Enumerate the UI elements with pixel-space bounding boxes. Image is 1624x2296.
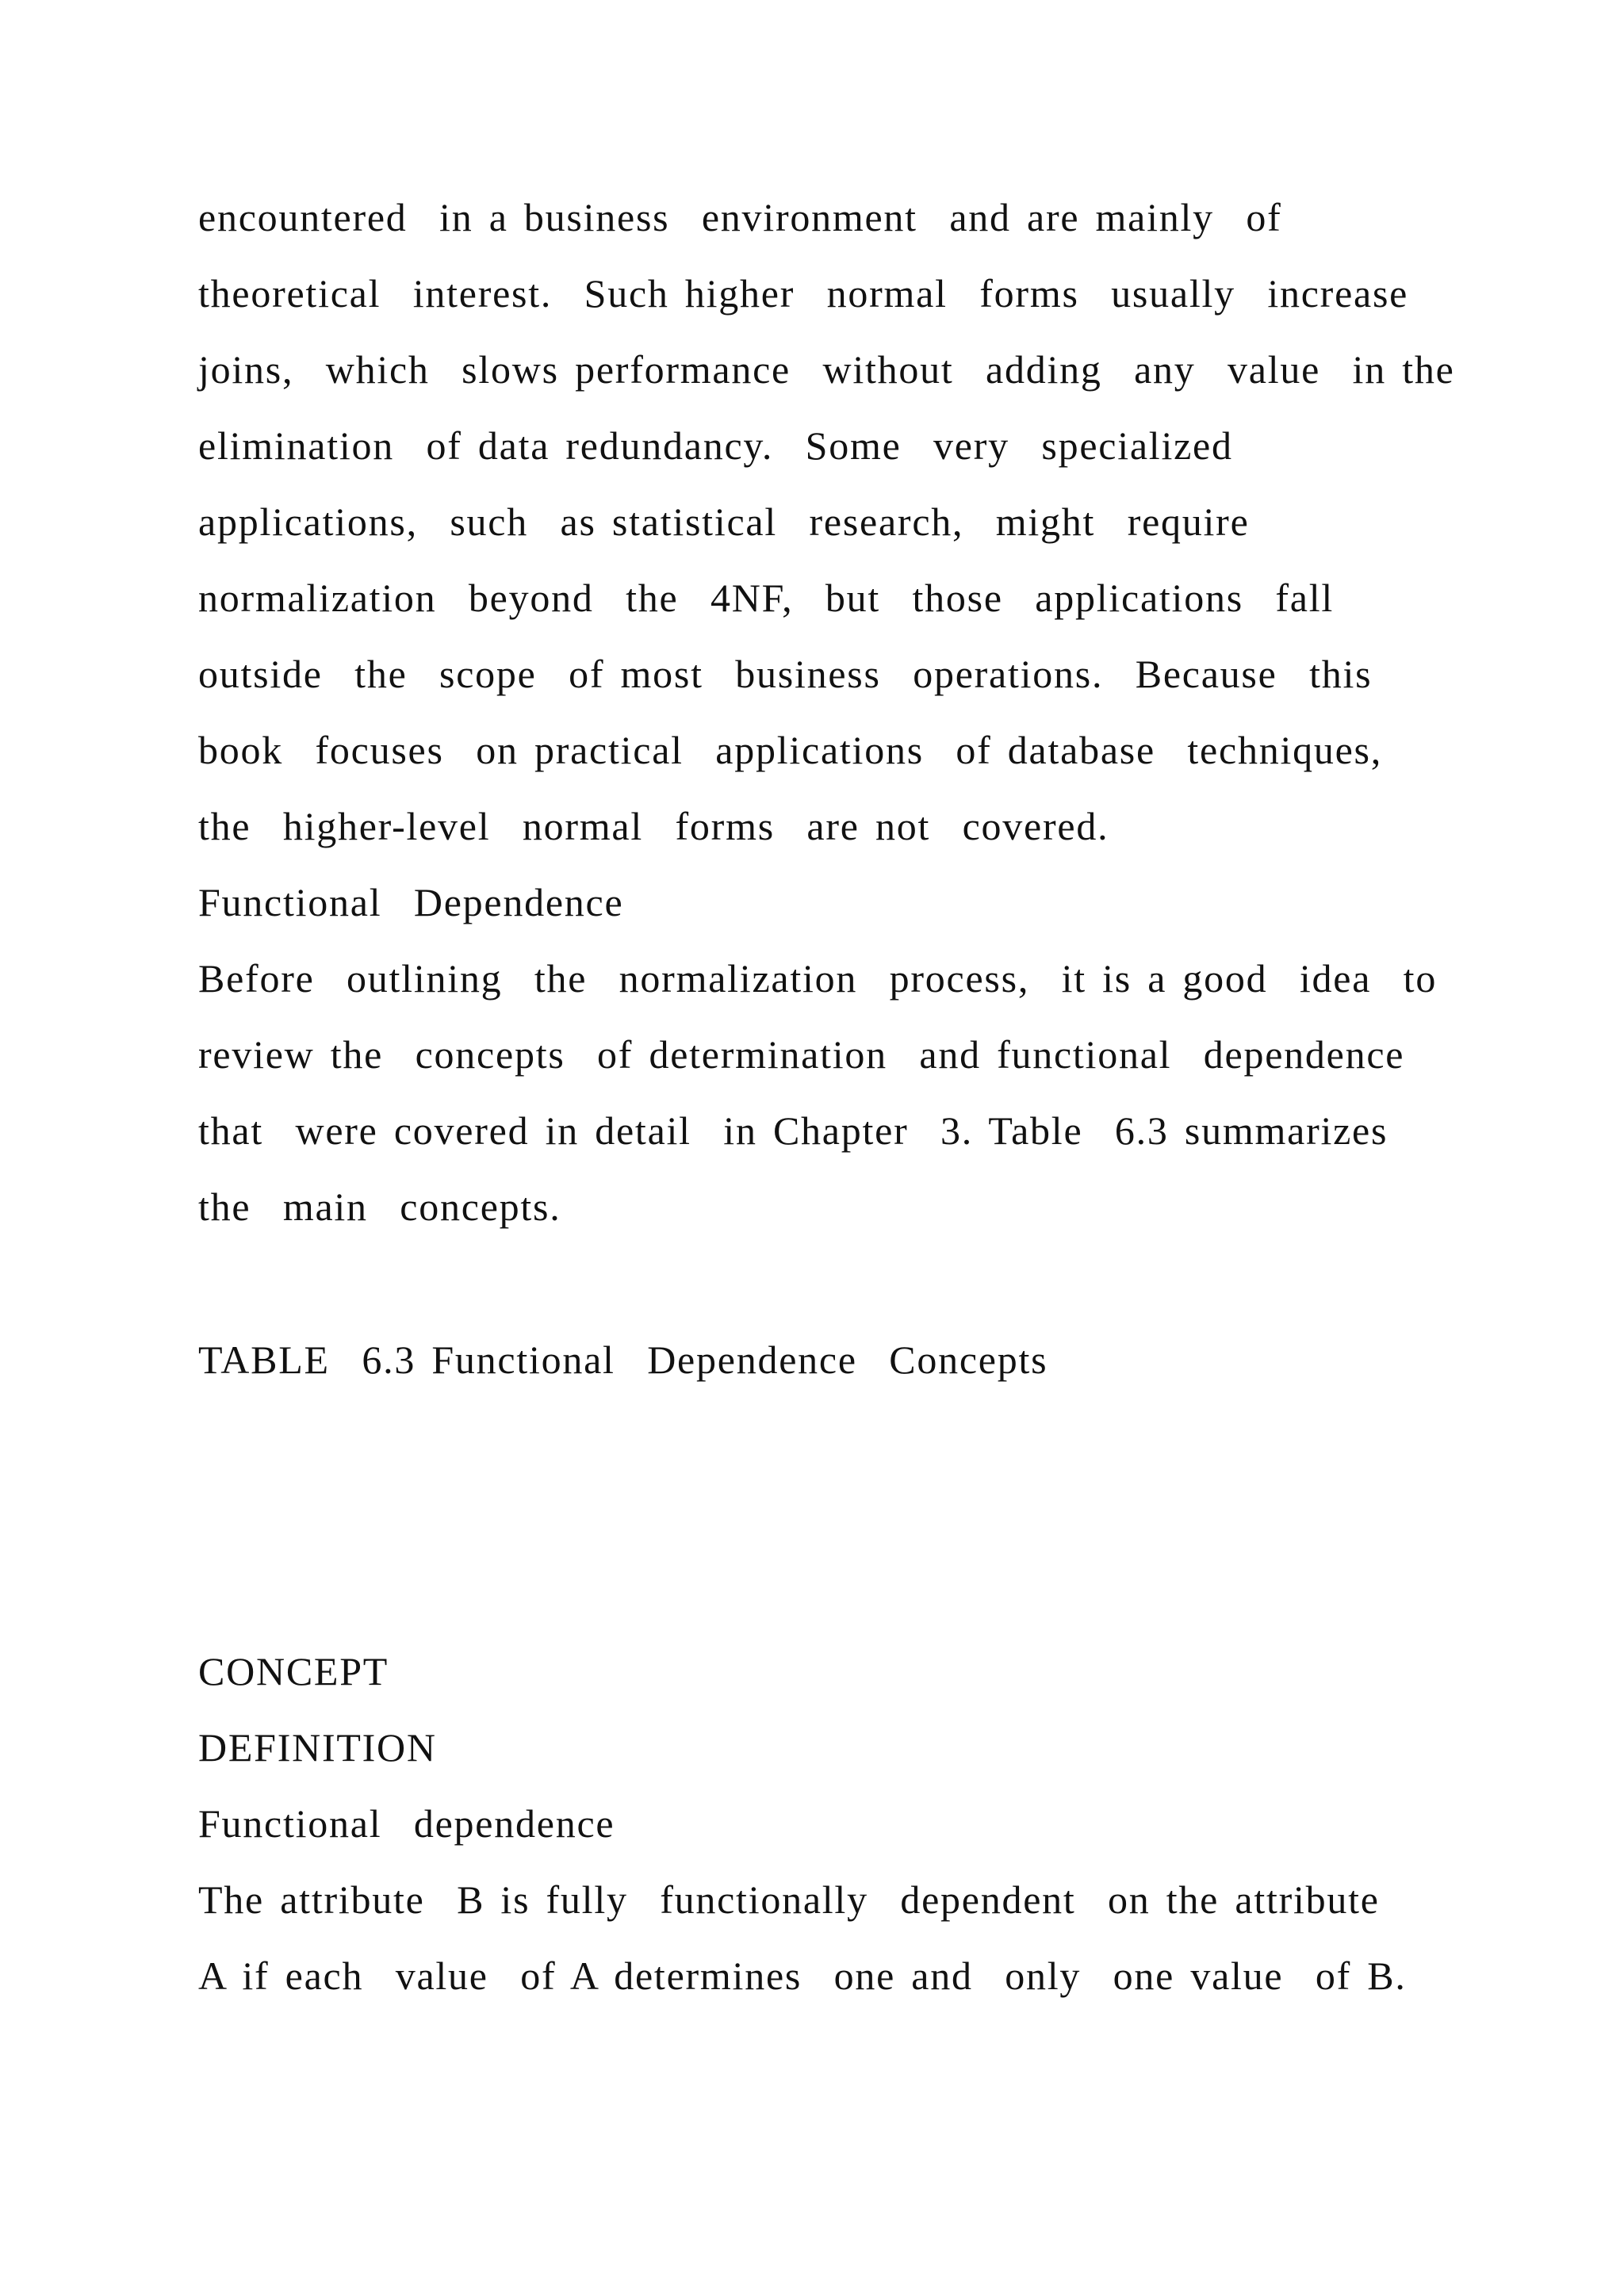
- body-text-line: the main concepts.: [198, 1184, 561, 1229]
- table-cell-definition: The attribute B is fully functionally dependent on the attribute: [198, 1877, 1380, 1922]
- body-text-line: that were covered in detail in Chapter 3. Table 6.3 summarizes: [198, 1108, 1388, 1153]
- body-text-line: outside the scope of most business operations. Because this: [198, 652, 1373, 696]
- table-cell-definition: A if each value of A determines one and only one value of B.: [198, 1954, 1407, 1998]
- body-text-line: book focuses on practical applications of database techniques,: [198, 728, 1382, 772]
- table-header-definition: DEFINITION: [198, 1725, 437, 1770]
- body-text-line: joins, which slows performance without adding any value in the: [198, 347, 1455, 392]
- table-header-concept: CONCEPT: [198, 1649, 389, 1693]
- body-text-line: theoretical interest. Such higher normal forms usually increase: [198, 271, 1409, 316]
- section-heading: Functional Dependence: [198, 880, 624, 924]
- table-caption: TABLE 6.3 Functional Dependence Concepts: [198, 1337, 1048, 1382]
- body-text-line: the higher-level normal forms are not covered.: [198, 804, 1109, 848]
- table-cell-concept: Functional dependence: [198, 1801, 615, 1846]
- body-text-line: review the concepts of determination and functional dependence: [198, 1032, 1405, 1077]
- body-text-line: elimination of data redundancy. Some very specialized: [198, 423, 1233, 468]
- body-text-line: encountered in a business environment and are mainly of: [198, 195, 1282, 239]
- body-text-line: Before outlining the normalization process, it is a good idea to: [198, 956, 1438, 1001]
- body-text-line: applications, such as statistical research, might require: [198, 499, 1250, 544]
- body-text-line: normalization beyond the 4NF, but those applications fall: [198, 576, 1335, 620]
